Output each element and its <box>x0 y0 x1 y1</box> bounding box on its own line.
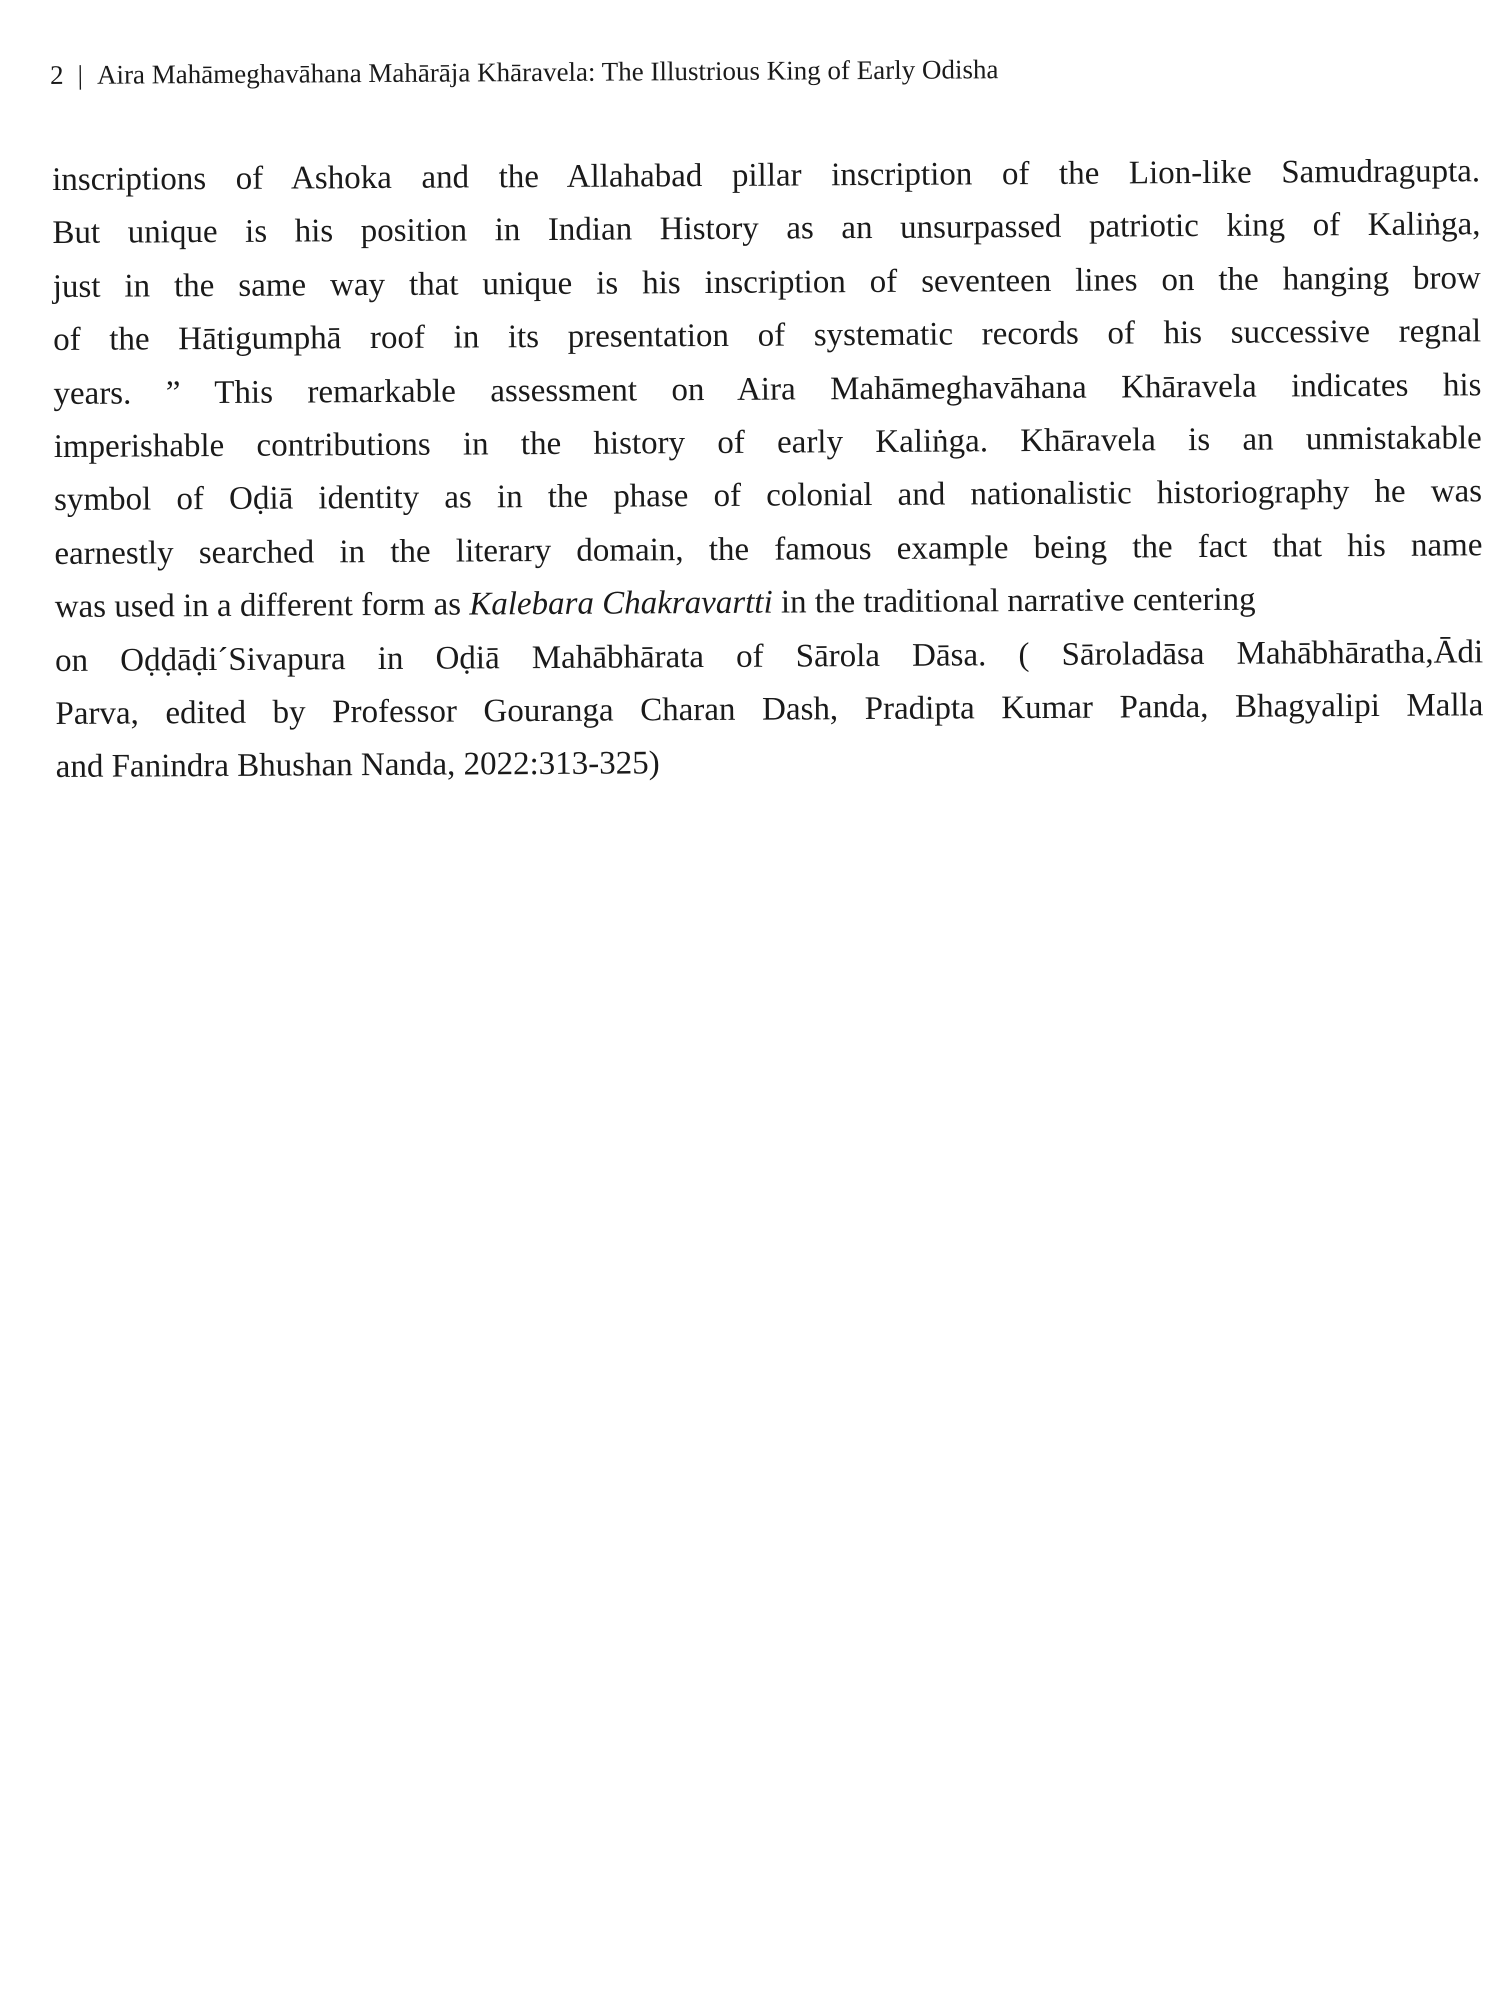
running-title: Aira Mahāmeghavāhana Mahārāja Khāravela: The Illustrious King of Early Odisha <box>96 54 999 90</box>
text-line-4: of the Hātigumphā roof in its presentation of systematic records of his successive regnal <box>53 313 1482 359</box>
text-line-6: imperishable contributions in the history of early Kaliṅga. Khāravela is an unmistakable <box>53 420 1482 466</box>
running-header <box>50 52 999 92</box>
header-separator: | <box>77 59 84 90</box>
text-line-2: But unique is his position in Indian History as an unsurpassed patriotic king of Kaliṅga, <box>52 206 1481 252</box>
body-paragraph <box>52 145 1484 795</box>
line9-text-end: in the traditional narrative centering <box>772 581 1256 621</box>
text-line-7: symbol of Oḍiā identity as in the phase of colonial and nationalistic historiography he was <box>54 473 1483 519</box>
text-line-9 <box>55 573 1483 635</box>
text-line-8: earnestly searched in the literary domain, the famous example being the fact that his name <box>54 527 1483 572</box>
page-number: 2 <box>50 59 64 90</box>
text-line-12: and Fanindra Bhushan Nanda, 2022:313-325) <box>55 745 660 786</box>
text-line-1: inscriptions of Ashoka and the Allahabad pillar inscription of the Lion-like Samudragupta. <box>52 153 1481 198</box>
italic-title: Kalebara Chakravartti <box>469 584 773 623</box>
line9-text-start: was used in a different form as <box>54 586 470 626</box>
text-line-3: just in the same way that unique is his inscription of seventeen lines on the hanging brow <box>52 260 1481 305</box>
text-line-5: years. ” This remarkable assessment on Aira Mahāmeghavāhana Khāravela indicates his <box>53 366 1482 412</box>
text-line-10: on Oḍḍāḍi´Sivapura in Oḍiā Mahābhārata of Sārola Dāsa. ( Sāroladāsa Mahābhāratha,Ādi <box>54 633 1484 679</box>
text-line-11: Parva, edited by Professor Gouranga Charan Dash, Pradipta Kumar Panda, Bhagyalipi Malla <box>55 687 1484 733</box>
